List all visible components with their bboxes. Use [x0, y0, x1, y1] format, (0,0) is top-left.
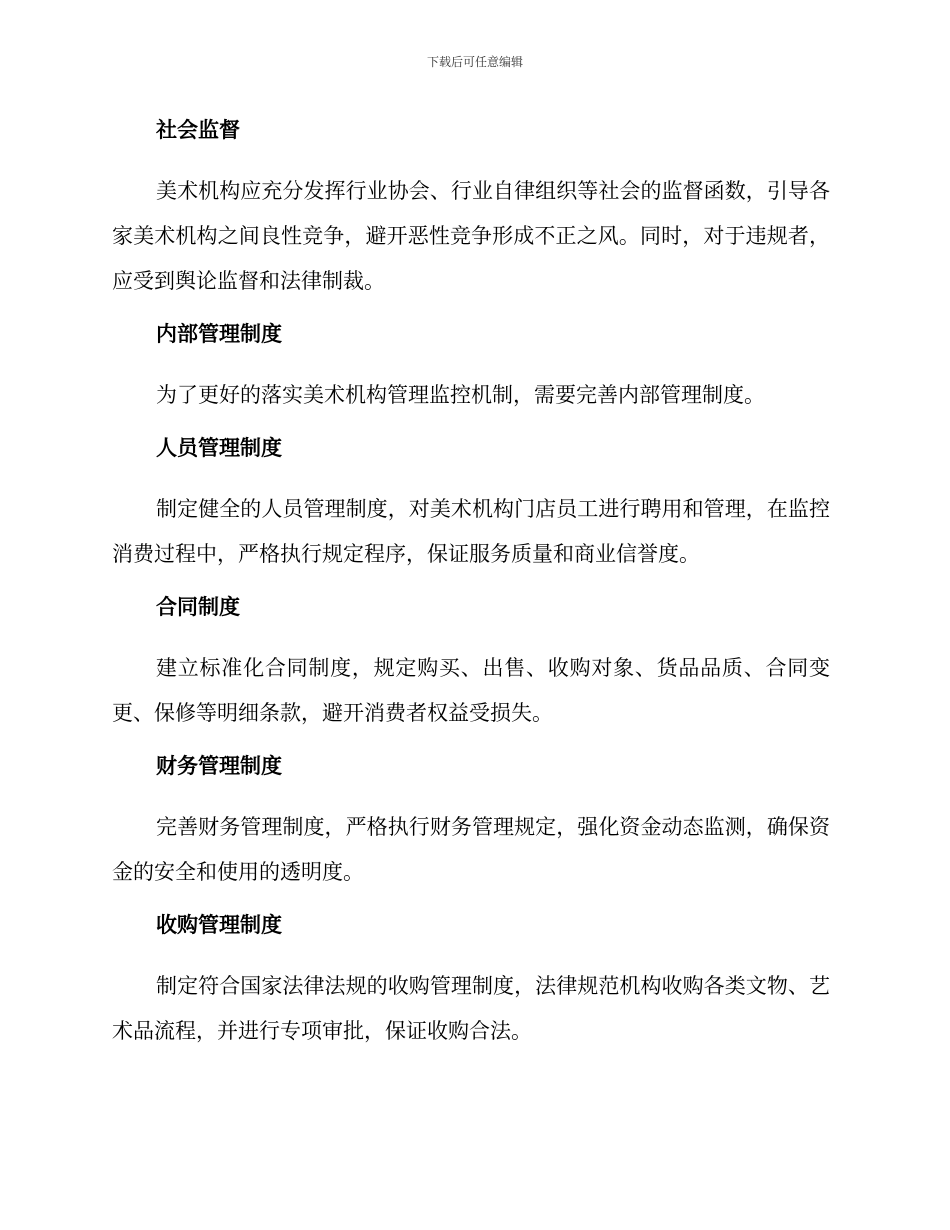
section-paragraph: 制定符合国家法律法规的收购管理制度，法律规范机构收购各类文物、艺术品流程，并进行专项审批，保证收购合法。 — [112, 974, 830, 1043]
section-contract-system — [112, 589, 830, 736]
section-paragraph: 美术机构应充分发挥行业协会、行业自律组织等社会的监督函数，引导各家美术机构之间良性竞争，避开恶性竞争形成不正之风。同时，对于违规者，应受到舆论监督和法律制裁。 — [112, 179, 830, 293]
section-internal-management — [112, 316, 830, 418]
page-header: 下载后可任意编辑 — [426, 55, 523, 69]
section-paragraph: 制定健全的人员管理制度，对美术机构门店员工进行聘用和管理，在监控消费过程中，严格执行规定程序，保证服务质量和商业信誉度。 — [112, 497, 830, 566]
section-heading: 合同制度 — [156, 595, 240, 619]
section-paragraph: 建立标准化合同制度，规定购买、出售、收购对象、货品品质、合同变更、保修等明细条款，避开消费者权益受损失。 — [112, 656, 830, 725]
section-paragraph: 完善财务管理制度，严格执行财务管理规定，强化资金动态监测，确保资金的安全和使用的透明度。 — [112, 815, 830, 884]
document-body — [112, 112, 830, 1066]
section-acquisition-management — [112, 907, 830, 1054]
section-paragraph: 为了更好的落实美术机构管理监控机制，需要完善内部管理制度。 — [156, 383, 765, 407]
section-financial-management — [112, 748, 830, 895]
section-social-supervision — [112, 112, 830, 304]
section-personnel-management — [112, 430, 830, 577]
section-heading: 财务管理制度 — [156, 754, 282, 778]
section-heading: 社会监督 — [156, 118, 240, 142]
section-heading: 内部管理制度 — [156, 322, 282, 346]
section-heading: 收购管理制度 — [156, 913, 282, 937]
section-heading: 人员管理制度 — [156, 436, 282, 460]
